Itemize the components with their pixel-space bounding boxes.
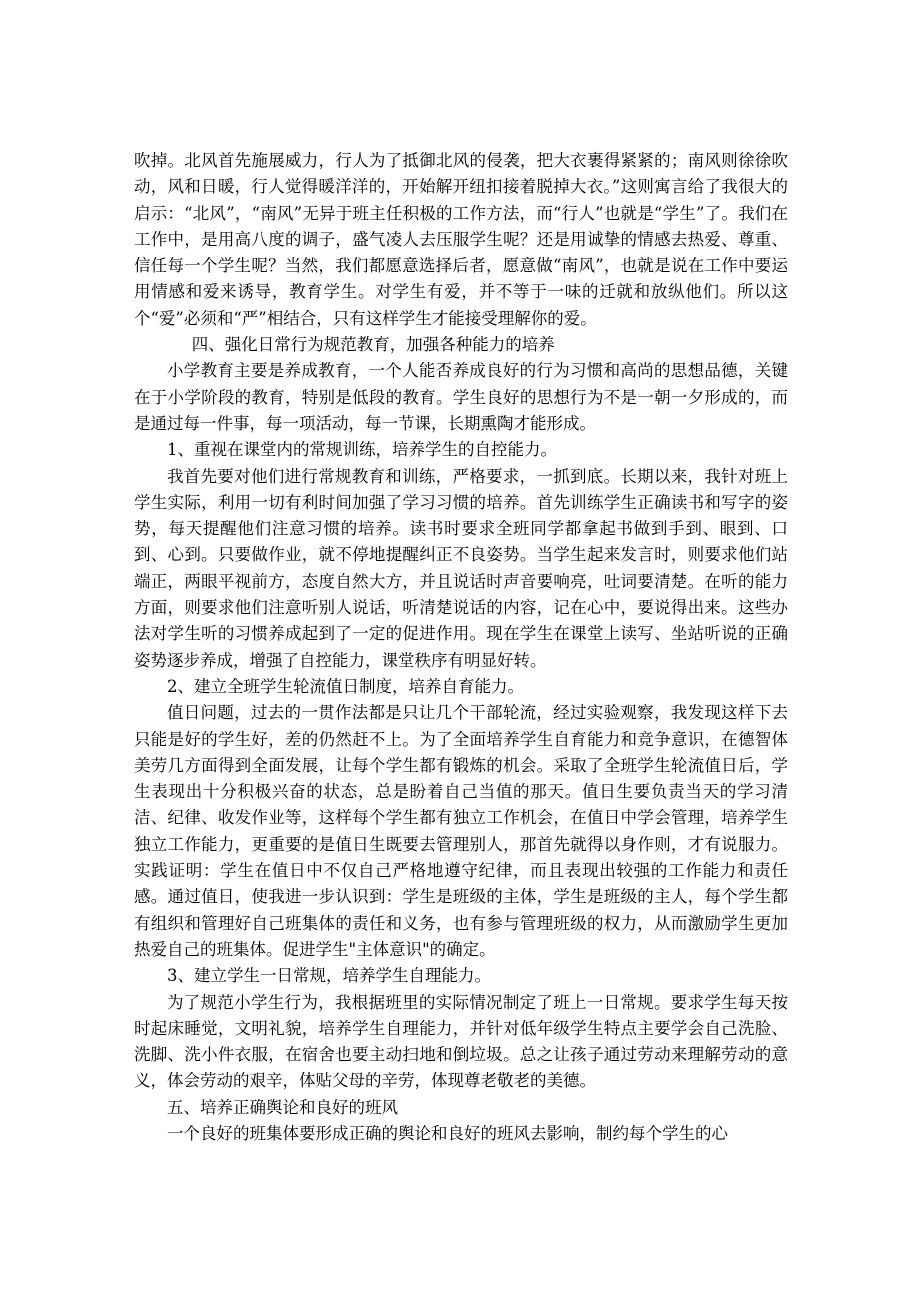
paragraph-fable-conclusion: 吹掉。北风首先施展威力，行人为了抵御北风的侵袭，把大衣裹得紧紧的；南风则徐徐吹动，风和日暖，行人觉得暖洋洋的，开始解开纽扣接着脱掉大衣。”这则寓言给了我很大的启示：“北风”，“南风”无异于班主任积极的工作方法，而“行人”也就是“学生”了。我们在工作中，是用高八度的调子，盛气凌人去压服学生呢？还是用诚挚的情感去热爱、尊重、信任每一个学生呢？当然，我们都愿意选择后者，愿意做“南风”，也就是说在工作中要运用情感和爱来诱导，教育学生。对学生有爱，并不等于一味的迁就和放纵他们。所以这个“爱”必须和“严”相结合，只有这样学生才能接受理解你的爱。 bbox=[134, 151, 788, 328]
subheading-duty-rotation: 2、建立全班学生轮流值日制度，培养自育能力。 bbox=[167, 676, 524, 696]
paragraph-classroom-routine: 我首先要对他们进行常规教育和训练，严格要求，一抓到底。长期以来，我针对班上学生实际，利用一切有利时间加强了学习习惯的培养。首先训练学生正确读书和写字的姿势，每天提醒他们注意习惯的培养。读书时要求全班同学都拿起书做到手到、眼到、口到、心到。只要做作业，就不停地提醒纠正不良姿势。当学生起来发言时，则要求他们站端正，两眼平视前方，态度自然大方，并且说话时声音要响亮，吐词要清楚。在听的能力方面，则要求他们注意听别人说话，听清楚说话的内容，记在心中，要说得出来。这些办法对学生听的习惯养成起到了一定的促进作用。现在学生在课堂上读写、坐站听说的正确姿势逐步养成，增强了自控能力，课堂秩序有明显好转。 bbox=[134, 466, 788, 670]
subheading-classroom-routine: 1、重视在课堂内的常规训练，培养学生的自控能力。 bbox=[167, 440, 557, 460]
paragraph-duty-rotation: 值日问题，过去的一贯作法都是只让几个干部轮流，经过实验观察，我发现这样下去只能是好的学生好，差的仍然赶不上。为了全面培养学生自育能力和竞争意识，在德智体美劳几方面得到全面发展，让每个学生都有锻炼的机会。采取了全班学生轮流值日后，学生表现出十分积极兴奋的状态，总是盼着自己当值的那天。值日生要负责当天的学习清洁、纪律、收发作业等，这样每个学生都有独立工作机会，在值日中学会管理，培养学生独立工作能力，更重要的是值日生既要去管理别人，那首先就得以身作则，才有说服力。实践证明：学生在值日中不仅自己严格地遵守纪律，而且表现出较强的工作能力和责任感。通过值日，使我进一步认识到：学生是班级的主体，学生是班级的主人，每个学生都有组织和管理好自己班集体的责任和义务，也有参与管理班级的权力，从而激励学生更加热爱自己的班集体。促进学生"主体意识"的确定。 bbox=[134, 703, 788, 959]
section-heading-five: 五、培养正确舆论和良好的班风 bbox=[167, 1097, 398, 1117]
document-page bbox=[134, 148, 788, 1147]
paragraph-class-atmosphere: 一个良好的班集体要形成正确的舆论和良好的班风去影响，制约每个学生的心 bbox=[167, 1123, 728, 1143]
paragraph-daily-routine: 为了规范小学生行为，我根据班里的实际情况制定了班上一日常规。要求学生每天按时起床睡觉，文明礼貌，培养学生自理能力，并针对低年级学生特点主要学会自己洗脸、洗脚、洗小件衣服，在宿舍也要主动扫地和倒垃圾。总之让孩子通过劳动来理解劳动的意义，体会劳动的艰辛，体贴父母的辛劳，体现尊老敬老的美德。 bbox=[134, 992, 788, 1091]
section-heading-four: 四、强化日常行为规范教育，加强各种能力的培养 bbox=[191, 335, 555, 355]
subheading-daily-routine: 3、建立学生一日常规，培养学生自理能力。 bbox=[167, 966, 491, 986]
paragraph-habit-education: 小学教育主要是养成教育，一个人能否养成良好的行为习惯和高尚的思想品德，关键在于小学阶段的教育，特别是低段的教育。学生良好的思想行为不是一朝一夕形成的，而是通过每一件事，每一项活动，每一节课，长期熏陶才能形成。 bbox=[134, 361, 788, 433]
